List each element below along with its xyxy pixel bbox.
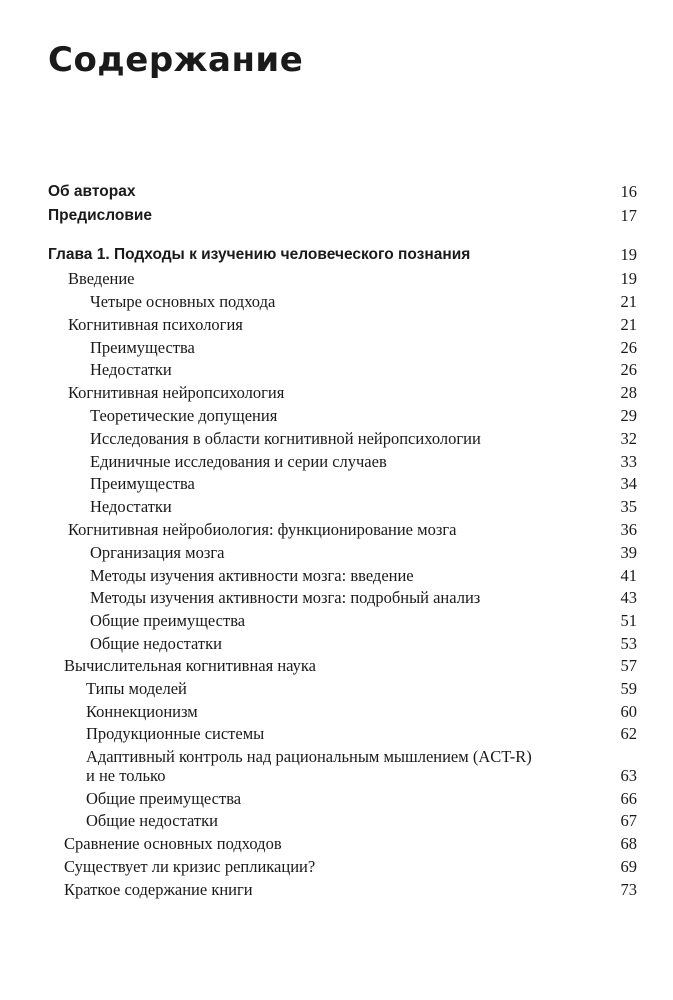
toc-entry-page: 26 bbox=[620, 360, 637, 379]
toc-entry-page: 16 bbox=[620, 182, 637, 201]
toc-entry[interactable] bbox=[0, 359, 673, 381]
toc-entry[interactable] bbox=[0, 655, 673, 677]
toc-entry-title: Об авторах bbox=[48, 183, 136, 200]
toc-entry-title: Предисловие bbox=[48, 207, 153, 224]
toc-entry-title: Недостатки bbox=[90, 497, 172, 516]
toc-entry[interactable] bbox=[0, 337, 673, 359]
toc-entry-title: Недостатки bbox=[90, 360, 172, 379]
toc-entry-title: Методы изучения активности мозга: введение bbox=[90, 566, 414, 585]
toc-entry[interactable] bbox=[0, 833, 673, 855]
toc-entry-title: Коннекционизм bbox=[86, 702, 198, 721]
toc-entry-page: 39 bbox=[620, 543, 637, 562]
toc-entry-title: Глава 1. Подходы к изучению человеческого познания bbox=[48, 246, 471, 263]
toc-entry-title: Теоретические допущения bbox=[90, 406, 278, 425]
toc-entry-title: Когнитивная нейропсихология bbox=[68, 383, 285, 402]
toc-entry[interactable] bbox=[0, 810, 673, 832]
toc-entry-page: 53 bbox=[620, 634, 637, 653]
toc-entry[interactable] bbox=[0, 382, 673, 404]
toc-entry-title: Четыре основных подхода bbox=[90, 292, 276, 311]
toc-entry-title: Типы моделей bbox=[86, 679, 187, 698]
toc-entry-page: 69 bbox=[620, 857, 637, 876]
toc-entry[interactable] bbox=[0, 473, 673, 495]
toc-entry[interactable] bbox=[0, 610, 673, 632]
toc-entry-page: 36 bbox=[620, 520, 637, 539]
toc-entry-preface[interactable] bbox=[0, 205, 673, 227]
toc-entry[interactable] bbox=[0, 723, 673, 745]
toc-entry-title: Преимущества bbox=[90, 474, 195, 493]
toc-entry-title: и не только bbox=[86, 766, 166, 785]
toc-entry[interactable] bbox=[0, 428, 673, 450]
toc-entry[interactable] bbox=[0, 565, 673, 587]
toc-entry-title: Общие преимущества bbox=[90, 611, 246, 630]
toc-entry-page: 35 bbox=[620, 497, 637, 516]
toc-entry[interactable] bbox=[0, 451, 673, 473]
toc-entry[interactable] bbox=[0, 587, 673, 609]
toc-entry-page: 29 bbox=[620, 406, 637, 425]
toc-entry-title: Методы изучения активности мозга: подробный анализ bbox=[90, 588, 481, 607]
toc-entry[interactable] bbox=[0, 519, 673, 541]
toc-entry-title: Когнитивная нейробиология: функционирование мозга bbox=[68, 520, 457, 539]
toc-entry[interactable] bbox=[0, 405, 673, 427]
toc-entry[interactable] bbox=[0, 542, 673, 564]
toc-entry-title: Вычислительная когнитивная наука bbox=[64, 656, 316, 675]
toc-entry-page: 62 bbox=[620, 724, 637, 743]
toc-entry-page: 41 bbox=[620, 566, 637, 585]
toc-entry-page: 34 bbox=[620, 474, 637, 493]
toc-entry-title: Общие преимущества bbox=[86, 789, 242, 808]
toc-entry-title: Продукционные системы bbox=[86, 724, 265, 743]
toc-entry-page: 57 bbox=[620, 656, 637, 675]
toc-entry-page: 33 bbox=[620, 452, 637, 471]
toc-entry-page: 68 bbox=[620, 834, 637, 853]
toc-entry[interactable] bbox=[0, 701, 673, 723]
toc-entry-title: Краткое содержание книги bbox=[64, 880, 253, 899]
toc-entry-page: 21 bbox=[620, 292, 637, 311]
toc-entry-page: 26 bbox=[620, 338, 637, 357]
toc-entry[interactable] bbox=[0, 633, 673, 655]
toc-entry[interactable] bbox=[0, 856, 673, 878]
toc-entry-about-authors[interactable] bbox=[0, 181, 673, 203]
toc-entry-page: 28 bbox=[620, 383, 637, 402]
page-title: Содержание bbox=[48, 40, 304, 80]
toc-entry[interactable] bbox=[0, 496, 673, 518]
toc-entry-page: 67 bbox=[620, 811, 637, 830]
toc-entry-page: 51 bbox=[620, 611, 637, 630]
toc-entry-page: 60 bbox=[620, 702, 637, 721]
toc-entry-title: Когнитивная психология bbox=[68, 315, 243, 334]
toc-entry-title: Введение bbox=[68, 269, 135, 288]
toc-entry[interactable] bbox=[0, 314, 673, 336]
toc-entry-page: 43 bbox=[620, 588, 637, 607]
toc-entry-page: 19 bbox=[620, 269, 637, 288]
toc-entry-title: Адаптивный контроль над рациональным мышлением (ACT-R) bbox=[86, 747, 532, 766]
toc-entry-title: Общие недостатки bbox=[86, 811, 218, 830]
toc-entry[interactable] bbox=[0, 268, 673, 290]
toc-entry[interactable] bbox=[0, 788, 673, 810]
toc-entry-page: 32 bbox=[620, 429, 637, 448]
toc-entry-title: Сравнение основных подходов bbox=[64, 834, 282, 853]
toc-entry-page: 66 bbox=[620, 789, 637, 808]
toc-entry[interactable] bbox=[0, 291, 673, 313]
toc-entry-page: 73 bbox=[620, 880, 637, 899]
toc-entry-page: 21 bbox=[620, 315, 637, 334]
toc-entry-chapter-1[interactable] bbox=[0, 244, 673, 266]
toc-entry-title: Организация мозга bbox=[90, 543, 225, 562]
toc-entry-title: Преимущества bbox=[90, 338, 195, 357]
toc-entry-title: Общие недостатки bbox=[90, 634, 222, 653]
toc-entry-title: Существует ли кризис репликации? bbox=[64, 857, 316, 876]
toc-entry-continuation[interactable] bbox=[0, 765, 673, 787]
toc-entry-page: 19 bbox=[620, 245, 637, 264]
toc-entry-page: 17 bbox=[620, 206, 637, 225]
toc-entry-page: 63 bbox=[620, 766, 637, 785]
toc-entry-title: Единичные исследования и серии случаев bbox=[90, 452, 387, 471]
toc-entry[interactable] bbox=[0, 678, 673, 700]
toc-entry-title: Исследования в области когнитивной нейропсихологии bbox=[90, 429, 481, 448]
toc-entry-page: 59 bbox=[620, 679, 637, 698]
toc-entry[interactable] bbox=[0, 879, 673, 901]
